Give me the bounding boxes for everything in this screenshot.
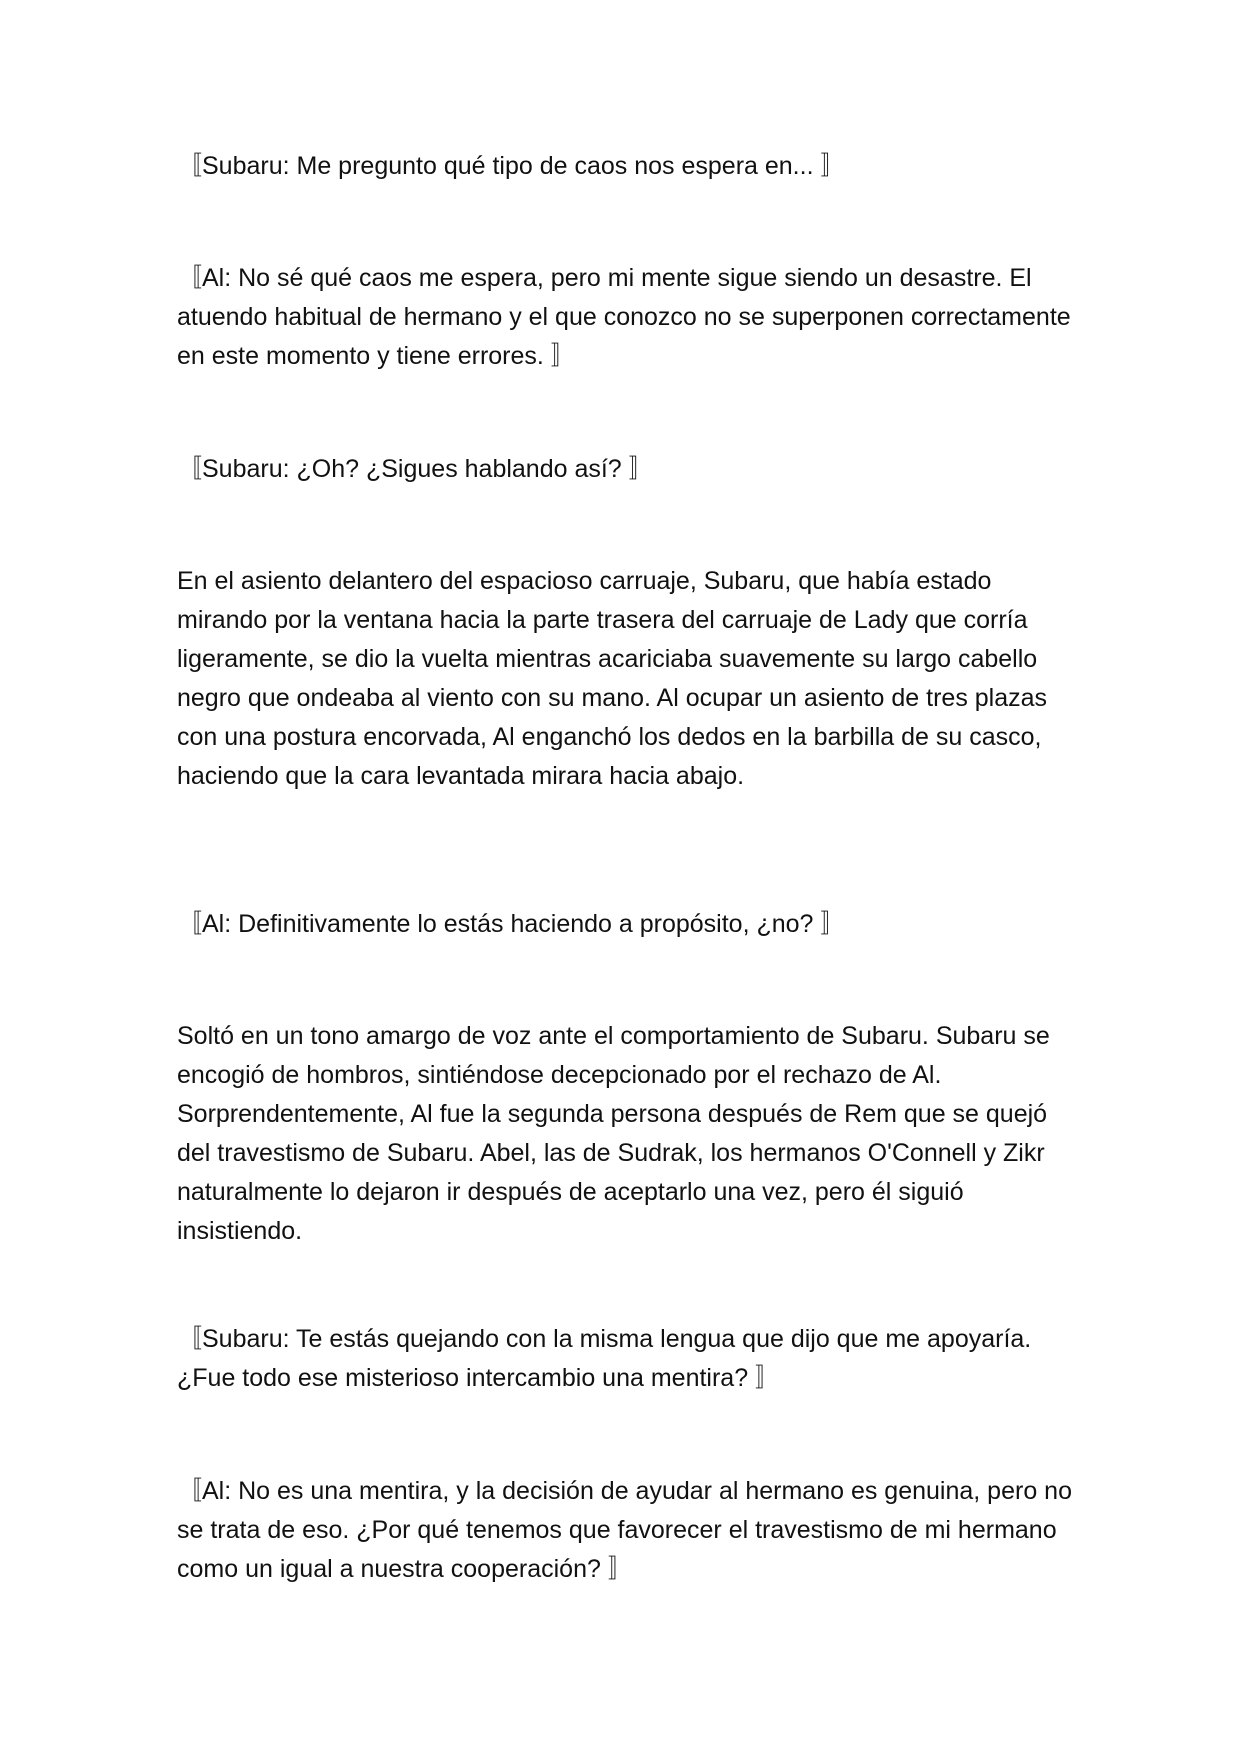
paragraph: Soltó en un tono amargo de voz ante el comportamiento de Subaru. Subaru se encogió de hombros, sintiéndose decepcionado por el rechazo de Al. Sorprendentemente, Al fue la segunda persona después de Rem que se quejó del travestismo de Subaru. Abel, las de Sudrak, los hermanos O'Connell y Zikr naturalmente lo dejaron ir después de aceptarlo una vez, pero él siguió insistiendo. [177,1022,1050,1245]
paragraph: 〚Al: No sé qué caos me espera, pero mi mente sigue siendo un desastre. El atuendo habitual de hermano y el que conozco no se superponen correctamente en este momento y tiene errores. 〛 [177,264,1071,370]
paragraph: 〚Subaru: ¿Oh? ¿Sigues hablando así? 〛 [177,455,654,483]
paragraph: 〚Al: No es una mentira, y la decisión de ayudar al hermano es genuina, pero no se trata de eso. ¿Por qué tenemos que favorecer el travestismo de mi hermano como un igual a nuestra cooperación? 〛 [177,1477,1072,1583]
paragraph: 〚Subaru: Me pregunto qué tipo de caos nos espera en... 〛 [177,152,846,180]
paragraph: 〚Al: Definitivamente lo estás haciendo a propósito, ¿no? 〛 [177,910,846,938]
paragraph: 〚Subaru: Te estás quejando con la misma lengua que dijo que me apoyaría. ¿Fue todo ese misterioso intercambio una mentira? 〛 [177,1325,1032,1392]
paragraph: En el asiento delantero del espacioso carruaje, Subaru, que había estado mirando por la ventana hacia la parte trasera del carruaje de Lady que corría ligeramente, se dio la vuelta mientras acariciaba suavemente su largo cabello negro que ondeaba al viento con su mano. Al ocupar un asiento de tres plazas con una postura encorvada, Al enganchó los dedos en la barbilla de su casco, haciendo que la cara levantada mirara hacia abajo. [177,567,1048,790]
